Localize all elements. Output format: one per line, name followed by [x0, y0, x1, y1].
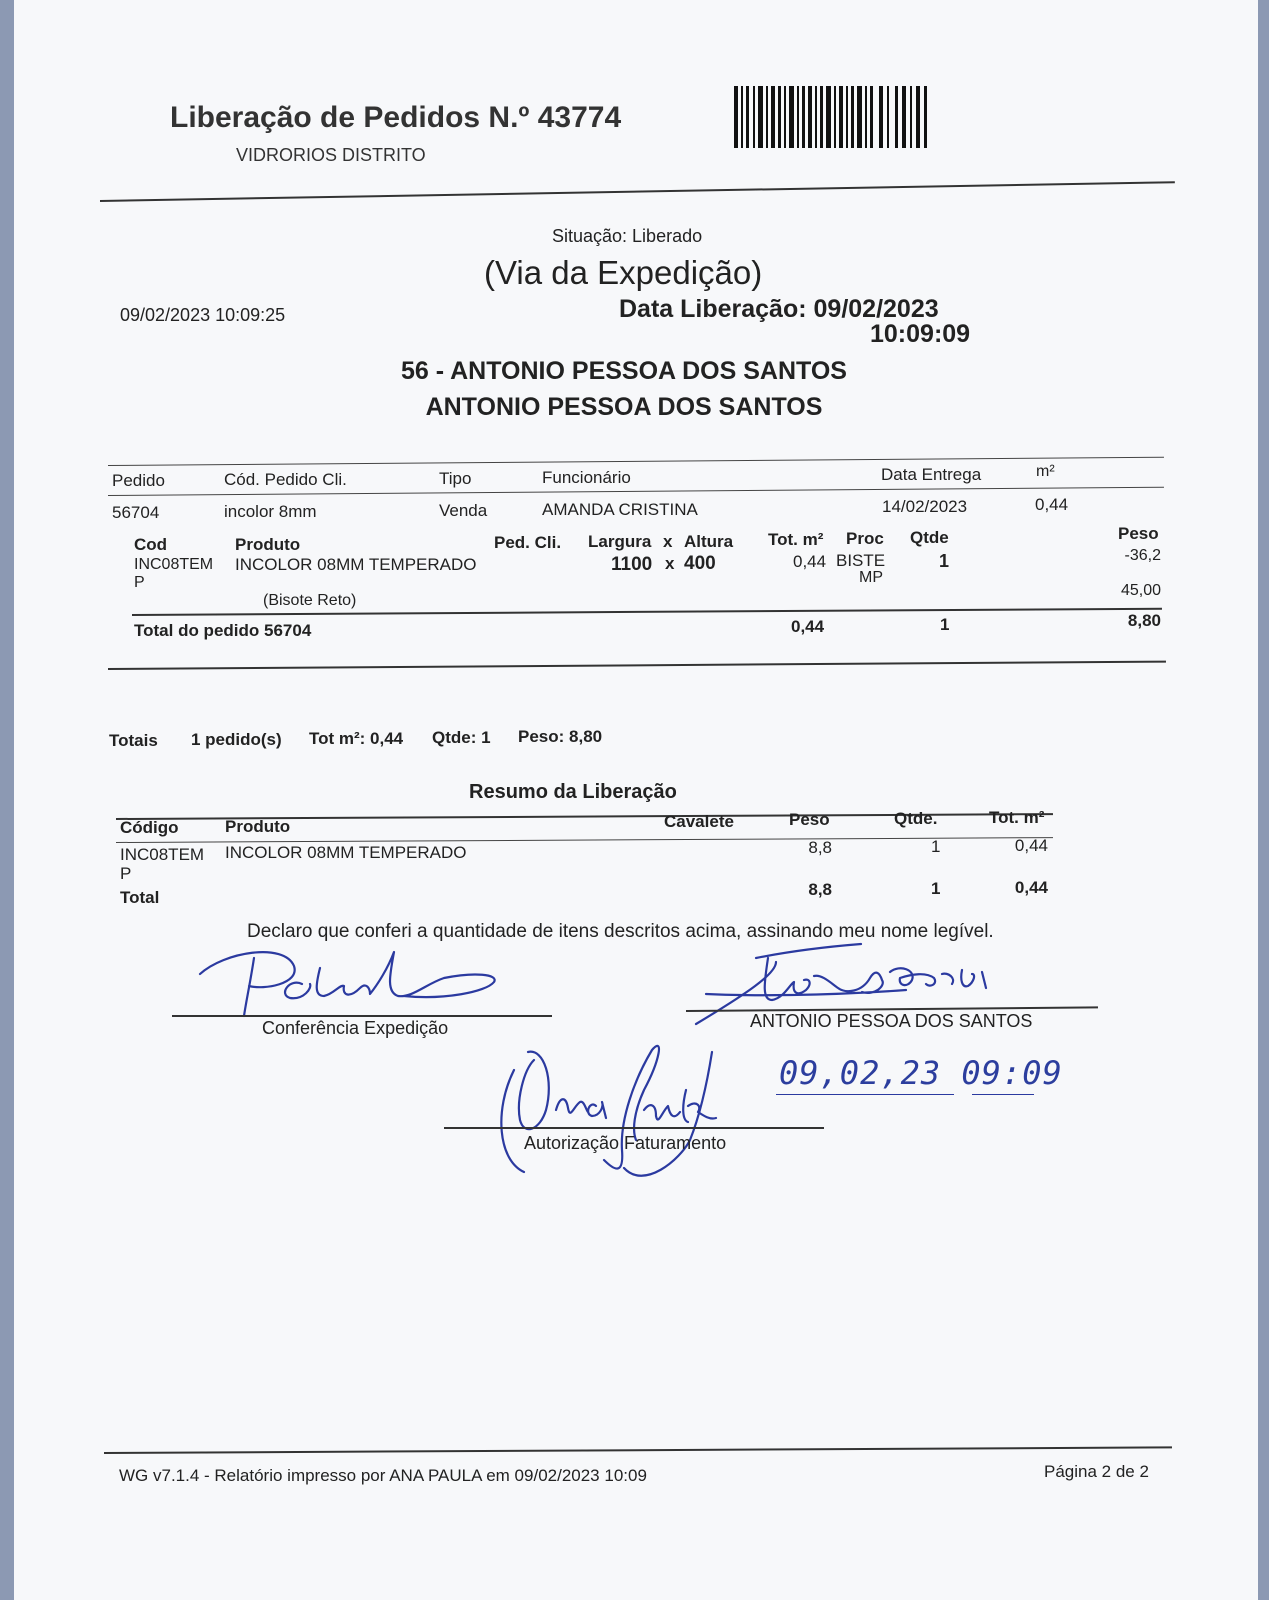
order-pedido: 56704 — [112, 503, 160, 522]
summary-total-qtde: 1 — [931, 879, 941, 898]
handwritten-time-underline — [972, 1094, 1034, 1095]
header-divider — [100, 181, 1175, 202]
item-header-x: x — [663, 532, 673, 551]
client-name: 56 - ANTONIO PESSOA DOS SANTOS — [401, 357, 847, 385]
col-header-pedido: Pedido — [112, 471, 165, 490]
summary-header-qtde: Qtde. — [894, 809, 938, 828]
item-header-peso: Peso — [1118, 524, 1159, 543]
col-header-data-entrega: Data Entrega — [881, 465, 982, 484]
order-funcionario: AMANDA CRISTINA — [542, 500, 698, 519]
item-header-ped-cli: Ped. Cli. — [494, 533, 562, 552]
conferencia-label: Conferência Expedição — [262, 1018, 449, 1038]
item-header-largura: Largura — [588, 532, 652, 551]
item-proc-cont: MP — [859, 569, 883, 586]
release-time: 10:09:09 — [870, 320, 971, 348]
summary-total-tot-m2: 0,44 — [1014, 878, 1048, 897]
summary-tot-m2: 0,44 — [1014, 836, 1048, 855]
footer-report-info: WG v7.1.4 - Relatório impresso por ANA PAULA em 09/02/2023 10:09 — [119, 1466, 647, 1485]
summary-codigo-cont: P — [120, 864, 132, 883]
summary-codigo: INC08TEM — [120, 845, 205, 864]
copy-label: (Via da Expedição) — [484, 254, 763, 291]
footer-rule — [104, 1446, 1172, 1454]
item-header-produto: Produto — [235, 535, 301, 554]
barcode — [734, 86, 934, 148]
totals-label: Totais — [109, 731, 158, 750]
client-name-secondary: ANTONIO PESSOA DOS SANTOS — [425, 393, 823, 421]
item-peso-unit: -36,2 — [1124, 547, 1161, 564]
release-date: Data Liberação: 09/02/2023 — [619, 295, 939, 323]
order-total-peso: 8,80 — [1127, 611, 1161, 630]
handwritten-date-underline — [776, 1094, 954, 1095]
declaration-text: Declaro que conferi a quantidade de itens descritos acima, assinando meu nome legível. — [247, 921, 994, 942]
item-produto: INCOLOR 08MM TEMPERADO — [235, 555, 477, 574]
item-header-cod: Cod — [134, 535, 168, 554]
status-label: Situação: Liberado — [552, 226, 703, 246]
summary-header-peso: Peso — [789, 810, 830, 829]
totals-qtde: Qtde: 1 — [432, 728, 491, 747]
company-name: VIDRORIOS DISTRITO — [236, 145, 426, 165]
item-header-tot-m2: Tot. m² — [768, 530, 824, 549]
summary-total-peso: 8,8 — [808, 880, 832, 899]
handwritten-date: 09,02,23 09:09 — [779, 1054, 1063, 1092]
summary-header-tot-m2: Tot. m² — [989, 808, 1045, 827]
signature-conferencia — [194, 944, 524, 1024]
order-table-top-rule — [108, 457, 1164, 466]
col-header-funcionario: Funcionário — [542, 468, 631, 487]
summary-header-produto: Produto — [225, 817, 291, 836]
summary-total-label: Total — [120, 888, 160, 907]
signature-line-conferencia — [172, 1015, 552, 1017]
order-data-entrega: 14/02/2023 — [882, 497, 968, 516]
order-total-m2: 0,44 — [791, 617, 825, 636]
order-m2: 0,44 — [1035, 495, 1069, 514]
item-x: x — [665, 554, 675, 573]
item-largura: 1100 — [611, 554, 653, 575]
item-cod-cont: P — [134, 574, 145, 591]
item-altura: 400 — [684, 553, 716, 574]
order-section-bottom-rule — [108, 661, 1166, 670]
item-header-qtde: Qtde — [910, 528, 949, 547]
document-title: Liberação de Pedidos N.º 43774 — [170, 101, 622, 134]
item-cod: INC08TEM — [134, 556, 214, 573]
totals-peso: Peso: 8,80 — [518, 727, 603, 746]
col-header-cod-cli: Cód. Pedido Cli. — [224, 470, 347, 489]
item-proc: BISTE — [836, 551, 886, 570]
printed-datetime: 09/02/2023 10:09:25 — [120, 305, 286, 325]
autorizacao-label: Autorização Faturamento — [524, 1133, 727, 1153]
order-tipo: Venda — [439, 501, 488, 520]
summary-qtde: 1 — [931, 837, 941, 856]
item-qtde: 1 — [939, 551, 950, 571]
col-header-m2: m² — [1036, 463, 1055, 480]
summary-header-cavalete: Cavalete — [664, 812, 734, 831]
item-header-altura: Altura — [684, 532, 734, 551]
item-header-proc: Proc — [846, 529, 884, 548]
col-header-tipo: Tipo — [439, 469, 472, 488]
item-tot-m2: 0,44 — [793, 552, 827, 571]
summary-peso: 8,8 — [808, 838, 832, 857]
signature-line-autorizacao — [444, 1127, 824, 1129]
footer-page-number: Página 2 de 2 — [1044, 1462, 1149, 1481]
document-page — [14, 0, 1258, 1600]
totals-pedidos: 1 pedido(s) — [191, 730, 282, 749]
client-signature-label: ANTONIO PESSOA DOS SANTOS — [750, 1011, 1033, 1031]
totals-m2: Tot m²: 0,44 — [309, 729, 404, 748]
summary-produto: INCOLOR 08MM TEMPERADO — [225, 843, 467, 862]
item-note: (Bisote Reto) — [263, 592, 357, 609]
item-peso: 45,00 — [1120, 582, 1161, 599]
order-total-label: Total do pedido 56704 — [134, 621, 312, 640]
order-cod-cli: incolor 8mm — [224, 502, 317, 521]
signature-autorizacao — [484, 1040, 744, 1200]
order-total-qtde: 1 — [940, 615, 950, 634]
summary-title: Resumo da Liberação — [469, 781, 677, 803]
summary-header-codigo: Código — [120, 818, 179, 837]
